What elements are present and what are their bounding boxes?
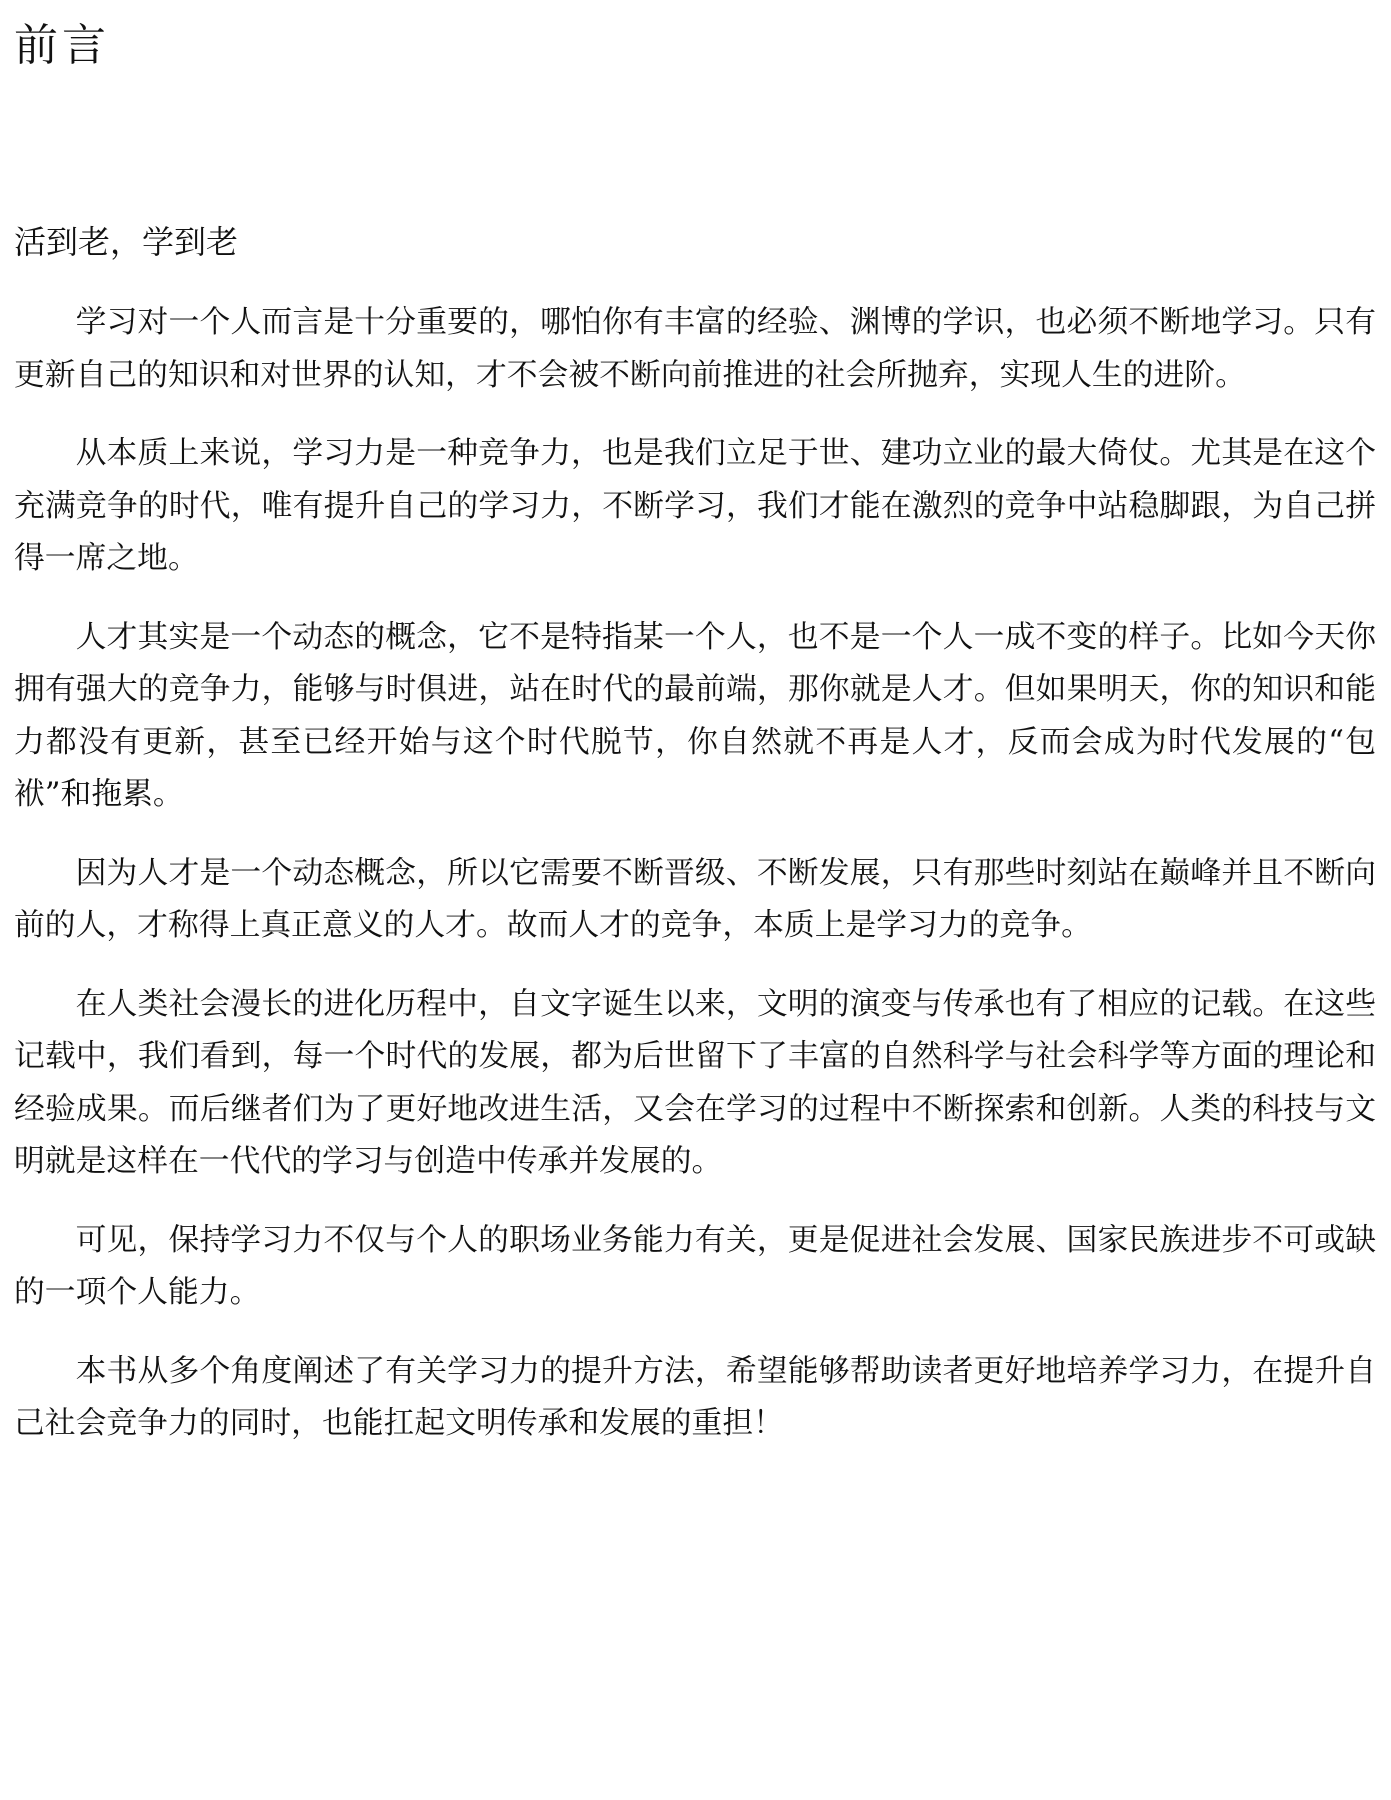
body-text: [14, 296, 1376, 1476]
paragraph: 人才其实是一个动态的概念，它不是特指某一个人，也不是一个人一成不变的样子。比如今天你拥有强大的竞争力，能够与时俱进，站在时代的最前端，那你就是人才。但如果明天，你的知识和能力都没有更新，甚至已经开始与这个时代脱节，你自然就不再是人才，反而会成为时代发展的“包袱”和拖累。: [14, 618, 1376, 812]
paragraph: 可见，保持学习力不仅与个人的职场业务能力有关，更是促进社会发展、国家民族进步不可或缺的一项个人能力。: [14, 1221, 1376, 1310]
paragraph: 从本质上来说，学习力是一种竞争力，也是我们立足于世、建功立业的最大倚仗。尤其是在这个充满竞争的时代，唯有提升自己的学习力，不断学习，我们才能在激烈的竞争中站稳脚跟，为自己拼得一席之地。: [14, 435, 1376, 576]
paragraph: 学习对一个人而言是十分重要的，哪怕你有丰富的经验、渊博的学识，也必须不断地学习。只有更新自己的知识和对世界的认知，才不会被不断向前推进的社会所抛弃，实现人生的进阶。: [14, 304, 1376, 393]
paragraph: 在人类社会漫长的进化历程中，自文字诞生以来，文明的演变与传承也有了相应的记载。在这些记载中，我们看到，每一个时代的发展，都为后世留下了丰富的自然科学与社会科学等方面的理论和经验成果。而后继者们为了更好地改进生活，又会在学习的过程中不断探索和创新。人类的科技与文明就是这样在一代代的学习与创造中传承并发展的。: [14, 985, 1376, 1179]
paragraph: 本书从多个角度阐述了有关学习力的提升方法，希望能够帮助读者更好地培养学习力，在提升自己社会竞争力的同时，也能扛起文明传承和发展的重担！: [14, 1352, 1376, 1441]
paragraph: 因为人才是一个动态概念，所以它需要不断晋级、不断发展，只有那些时刻站在巅峰并且不断向前的人，才称得上真正意义的人才。故而人才的竞争，本质上是学习力的竞争。: [14, 854, 1376, 943]
section-subtitle: 活到老，学到老: [14, 223, 239, 261]
page-title: 前言: [14, 20, 110, 71]
